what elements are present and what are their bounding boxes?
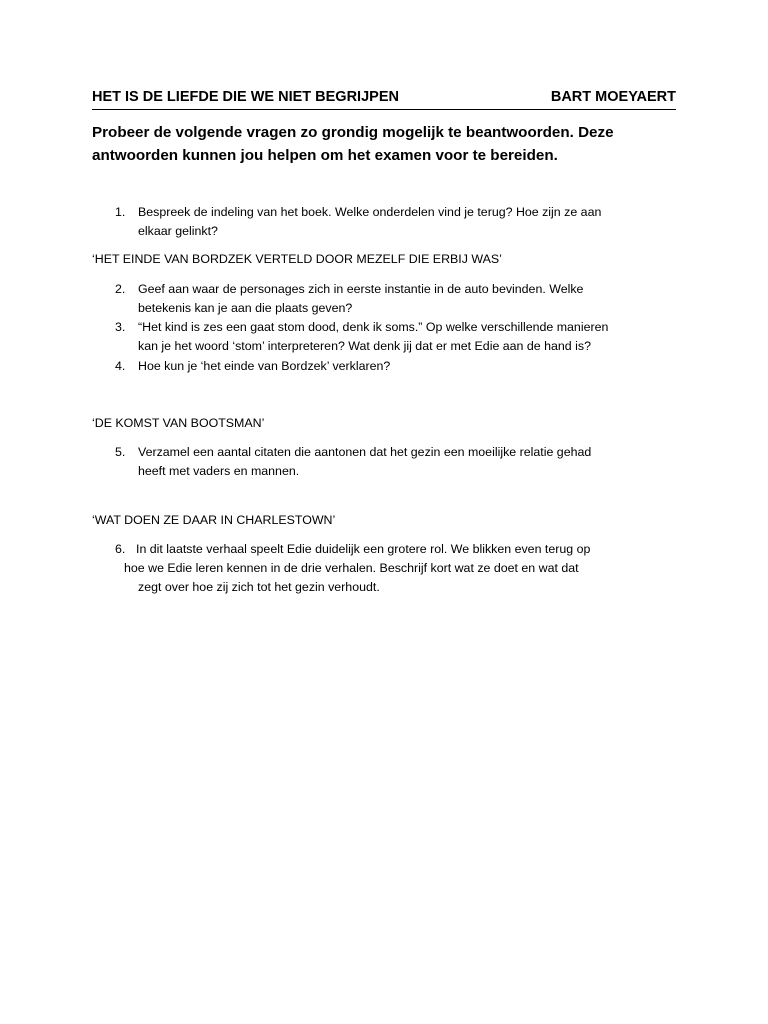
document-title: HET IS DE LIEFDE DIE WE NIET BEGRIJPEN [92,89,399,105]
question-text-line: elkaar gelinkt? [138,224,218,238]
question-text-line: Geef aan waar de personages zich in eerste instantie in de auto bevinden. Welke [138,282,584,296]
question-text-line: zegt over hoe zij zich tot het gezin verhoudt. [138,580,380,594]
question-text-line: Hoe kun je ‘het einde van Bordzek’ verklaren? [138,359,391,373]
question-text-line: heeft met vaders en mannen. [138,464,300,478]
section-heading-bootsman: ‘DE KOMST VAN BOOTSMAN’ [92,416,265,430]
question-text-line: hoe we Edie leren kennen in de drie verhalen. Beschrijf kort wat ze doet en wat dat [124,561,579,575]
section-heading-bordzek: ‘HET EINDE VAN BORDZEK VERTELD DOOR MEZELF DIE ERBIJ WAS’ [92,252,502,266]
question-number: 5. [115,445,126,459]
instructions-line: Probeer de volgende vragen zo grondig mogelijk te beantwoorden. Deze [92,124,614,141]
question-text-line: In dit laatste verhaal speelt Edie duidelijk een grotere rol. We blikken even terug op [136,542,591,556]
author-name: BART MOEYAERT [550,89,676,105]
question-number: 4. [115,359,126,373]
section-heading-charlestown: ‘WAT DOEN ZE DAAR IN CHARLESTOWN’ [92,513,336,527]
question-number: 2. [115,282,126,296]
instructions [92,121,692,167]
question-text-line: “Het kind is zes een gaat stom dood, denk ik soms.” Op welke verschillende manieren [138,320,609,334]
question-number: 1. [115,205,126,219]
question-text-line: Verzamel een aantal citaten die aantonen dat het gezin een moeilijke relatie gehad [138,445,592,459]
question-text-line: kan je het woord ‘stom’ interpreteren? Wat denk jij dat er met Edie aan de hand is? [138,339,591,353]
question-text-line: Bespreek de indeling van het boek. Welke onderdelen vind je terug? Hoe zijn ze aan [138,205,602,219]
question-text-line: betekenis kan je aan die plaats geven? [138,301,353,315]
question-number: 6. [115,542,126,556]
document-header [92,87,676,110]
question-number: 3. [115,320,126,334]
instructions-line: antwoorden kunnen jou helpen om het examen voor te bereiden. [92,147,558,164]
